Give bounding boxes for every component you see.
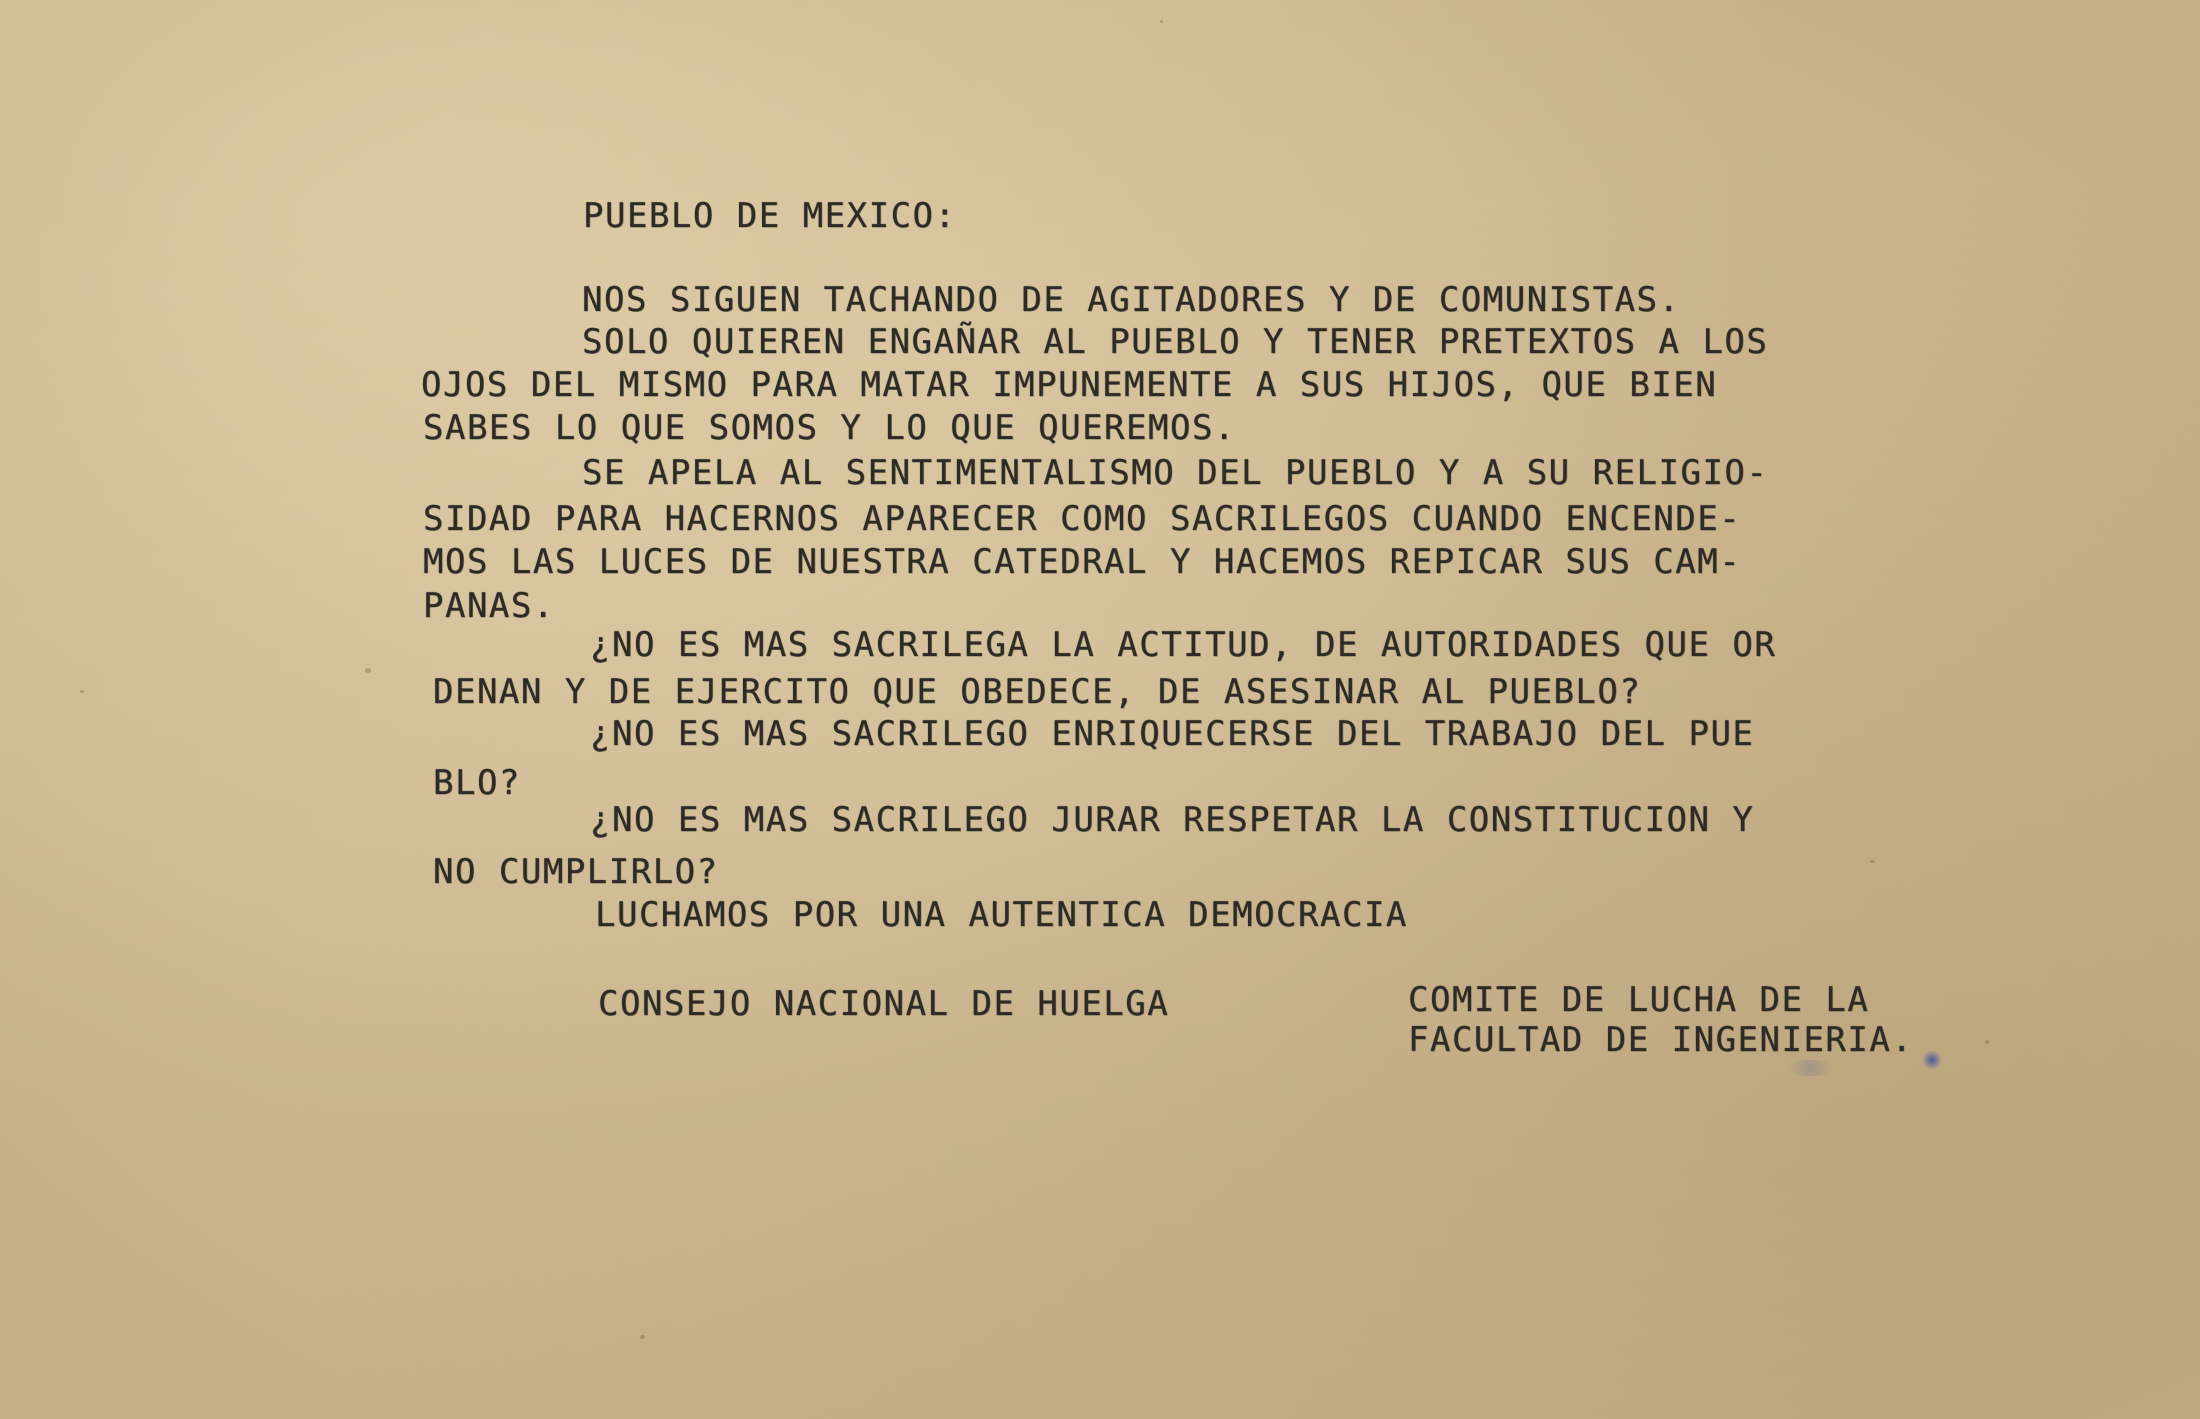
signature-right-line1: COMITE DE LUCHA DE LA	[1408, 980, 1870, 1020]
body-line: NOS SIGUEN TACHANDO DE AGITADORES Y DE COMUNISTAS.	[582, 280, 1681, 320]
paper-fiber	[365, 668, 371, 673]
paper-fiber	[80, 690, 84, 693]
body-line: SOLO QUIEREN ENGAÑAR AL PUEBLO Y TENER PRETEXTOS A LOS	[582, 322, 1769, 362]
ink-smudge	[1780, 1060, 1840, 1076]
salutation: PUEBLO DE MEXICO:	[583, 196, 957, 236]
body-line: OJOS DEL MISMO PARA MATAR IMPUNEMENTE A SUS HIJOS, QUE BIEN	[421, 365, 1718, 405]
paper-fiber	[640, 1335, 645, 1339]
paper-fiber	[1160, 20, 1163, 23]
body-line: MOS LAS LUCES DE NUESTRA CATEDRAL Y HACEMOS REPICAR SUS CAM-	[423, 542, 1742, 582]
body-line: PANAS.	[423, 586, 555, 626]
body-line: BLO?	[433, 763, 521, 803]
signature-left: CONSEJO NACIONAL DE HUELGA	[598, 984, 1170, 1024]
body-line: ¿NO ES MAS SACRILEGO ENRIQUECERSE DEL TRABAJO DEL PUE	[590, 714, 1755, 754]
body-line: SE APELA AL SENTIMENTALISMO DEL PUEBLO Y A SU RELIGIO-	[582, 453, 1769, 493]
body-line: SABES LO QUE SOMOS Y LO QUE QUEREMOS.	[423, 408, 1236, 448]
body-line: ¿NO ES MAS SACRILEGA LA ACTITUD, DE AUTORIDADES QUE OR	[590, 625, 1777, 665]
body-line: NO CUMPLIRLO?	[433, 852, 719, 892]
signature-right-line2: FACULTAD DE INGENIERIA.	[1408, 1020, 1914, 1060]
body-line: SIDAD PARA HACERNOS APARECER COMO SACRILEGOS CUANDO ENCENDE-	[423, 499, 1742, 539]
body-line: DENAN Y DE EJERCITO QUE OBEDECE, DE ASESINAR AL PUEBLO?	[433, 672, 1642, 712]
paper-fiber	[1985, 1040, 1989, 1044]
body-line: LUCHAMOS POR UNA AUTENTICA DEMOCRACIA	[595, 895, 1408, 935]
body-line: ¿NO ES MAS SACRILEGO JURAR RESPETAR LA CONSTITUCION Y	[590, 800, 1755, 840]
ink-smudge	[1922, 1050, 1942, 1070]
paper-fiber	[1870, 860, 1875, 863]
